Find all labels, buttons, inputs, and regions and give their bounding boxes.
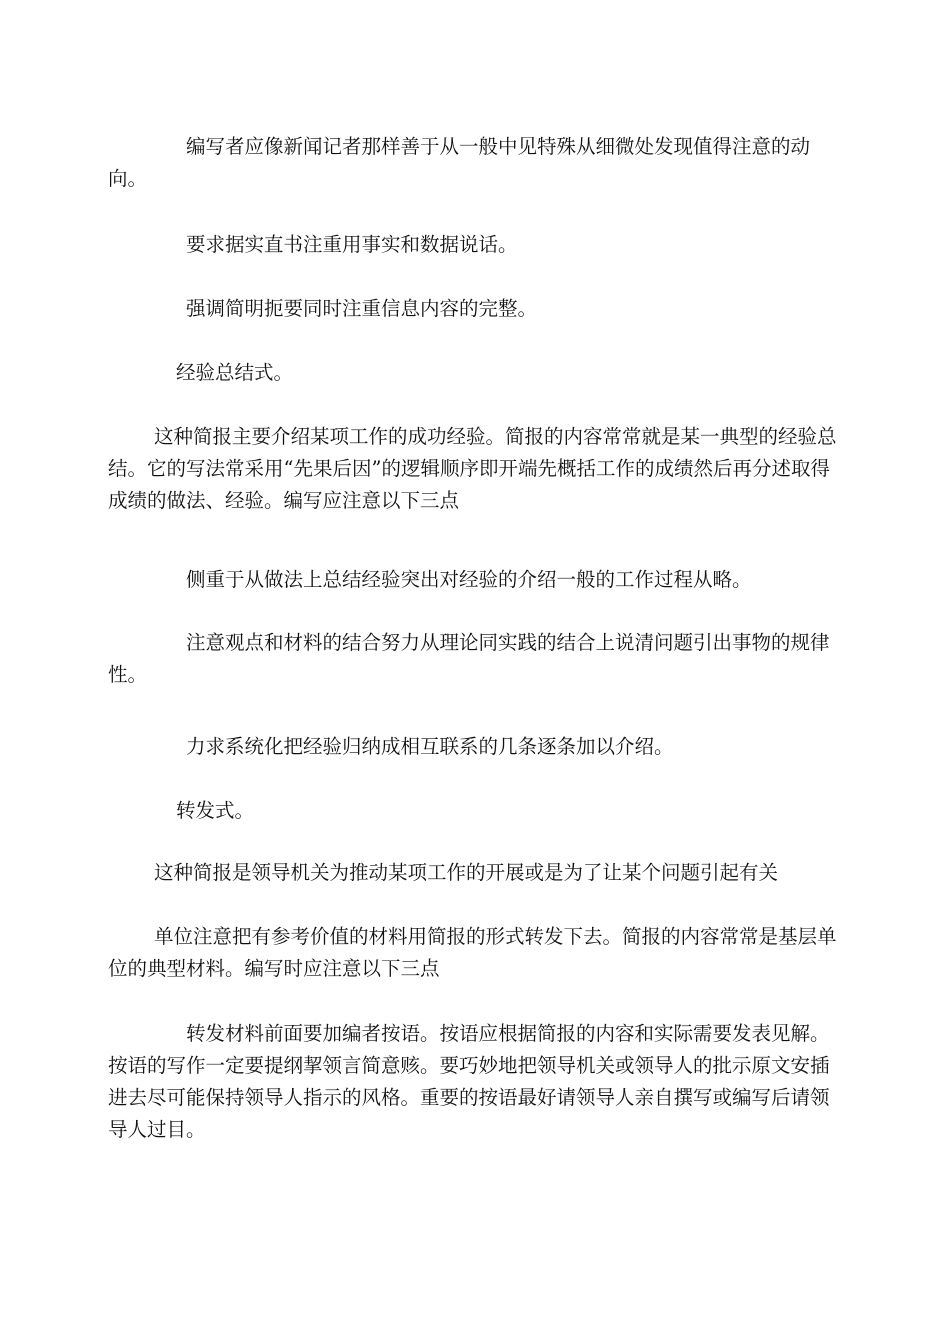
paragraph-facts-and-data: 要求据实直书注重用事实和数据说话。 (186, 233, 518, 256)
paragraph-experience-summary-intro: 这种简报主要介绍某项工作的成功经验。简报的内容常常就是某一典型的经验总结。它的写法常采用“先果后因”的逻辑顺序即开端先概括工作的成绩然后再分述取得成绩的做法、经验。编写应注意以下三点 (108, 425, 837, 512)
paragraph-systematize: 力求系统化把经验归纳成相互联系的几条逐条加以介绍。 (186, 735, 674, 758)
paragraph-news-perspective: 编写者应像新闻记者那样善于从一般中见特殊从细微处发现值得注意的动向。 (108, 135, 811, 190)
paragraph-focus-on-methods: 侧重于从做法上总结经验突出对经验的介绍一般的工作过程从略。 (186, 568, 752, 591)
heading-experience-summary: 经验总结式。 (176, 361, 294, 384)
heading-forwarding-type: 转发式。 (176, 799, 255, 822)
paragraph-editor-note: 转发材料前面要加编者按语。按语应根据简报的内容和实际需要发表见解。按语的写作一定要提纲挈领言简意赅。要巧妙地把领导机关或领导人的批示原文安插进去尽可能保持领导人指示的风格。重要的按语最好请领导人亲自撰写或编写后请领导人过目。 (108, 1022, 830, 1141)
paragraph-forwarding-intro-1: 这种简报是领导机关为推动某项工作的开展或是为了让某个问题引起有关 (154, 861, 779, 884)
paragraph-concise-complete: 强调简明扼要同时注重信息内容的完整。 (186, 297, 538, 320)
paragraph-forwarding-intro-2: 单位注意把有参考价值的材料用简报的形式转发下去。简报的内容常常是基层单位的典型材料。编写时应注意以下三点 (108, 925, 837, 980)
paragraph-theory-practice: 注意观点和材料的结合努力从理论同实践的结合上说清问题引出事物的规律性。 (108, 631, 830, 686)
